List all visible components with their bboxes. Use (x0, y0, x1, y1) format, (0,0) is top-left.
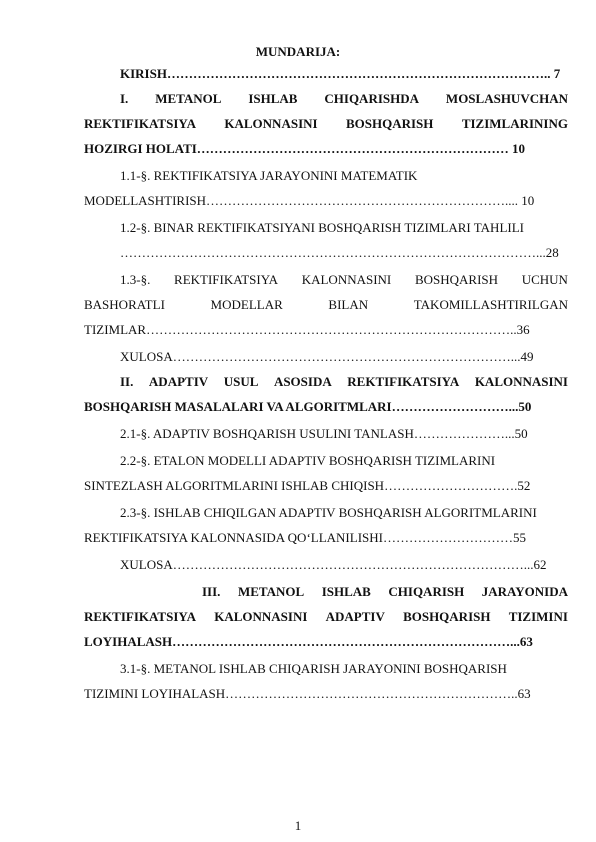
toc-section-2-2-line-2: SINTEZLASH ALGORITMLARINI ISHLAB CHIQISH………………………….52 (84, 478, 531, 493)
toc-section-3-1-line-1: 3.1-§. METANOL ISHLAB CHIQARISH JARAYONINI BOSHQARISH (120, 661, 507, 676)
toc-title: MUNDARIJA: (255, 44, 341, 59)
toc-section-2-3-line-1: 2.3-§. ISHLAB CHIQILGAN ADAPTIV BOSHQARISH ALGORITMLARINI (120, 505, 537, 520)
toc-chapter-1-line-3: HOZIRGI HOLATI……………………………………………………………… 10 (84, 141, 526, 156)
toc-section-1-2-line-2: ……………………………………………………………………………………...28 (120, 245, 559, 260)
toc-xulosa-2: XULOSA………………………………………………………………………...62 (120, 557, 547, 572)
toc-section-1-1-line-2: MODELLASHTIRISH…………………………………………………………….... 10 (84, 193, 535, 208)
toc-section-1-1-line-1: 1.1-§. REKTIFIKATSIYA JARAYONINI MATEMATIK (120, 168, 418, 183)
toc-chapter-3-line-1: III. METANOL ISHLAB CHIQARISH JARAYONIDA (202, 584, 568, 599)
toc-entry-kirish: KIRISH…………………………………………………………………………….. 7 (120, 66, 561, 81)
toc-chapter-1-line-2: REKTIFIKATSIYA KALONNASINI BOSHQARISH TIZIMLARINING (84, 116, 568, 131)
toc-chapter-2-line-2: BOSHQARISH MASALALARI VA ALGORITMLARI………………………...50 (84, 399, 532, 414)
page-number: 1 (294, 818, 302, 833)
toc-section-2-2-line-1: 2.2-§. ETALON MODELLI ADAPTIV BOSHQARISH TIZIMLARINI (120, 453, 496, 468)
toc-section-2-3-line-2: REKTIFIKATSIYA KALONNASIDA QO‘LLANILISHI…………………………55 (84, 530, 526, 545)
toc-section-2-1: 2.1-§. ADAPTIV BOSHQARISH USULINI TANLASH…………………...50 (120, 426, 528, 441)
toc-section-1-2-line-1: 1.2-§. BINAR REKTIFIKATSIYANI BOSHQARISH TIZIMLARI TAHLILI (120, 220, 524, 235)
toc-chapter-2-line-1: II. ADAPTIV USUL ASOSIDA REKTIFIKATSIYA KALONNASINI (120, 374, 568, 389)
toc-chapter-3-line-2: REKTIFIKATSIYA KALONNASINI ADAPTIV BOSHQARISH TIZIMINI (84, 609, 568, 624)
toc-section-1-3-line-3: TIZIMLAR…………………………………………………………………………..36 (84, 322, 530, 337)
toc-section-3-1-line-2: TIZIMINI LOYIHALASH…………………………………………………………..63 (84, 686, 531, 701)
toc-xulosa-1: XULOSA……………………………………………………………………...49 (120, 349, 534, 364)
toc-section-1-3-line-2: BASHORATLI MODELLAR BILAN TAKOMILLASHTIRILGAN (84, 297, 568, 312)
toc-section-1-3-line-1: 1.3-§. REKTIFIKATSIYA KALONNASINI BOSHQARISH UCHUN (120, 272, 568, 287)
toc-chapter-3-line-3: LOYIHALASH……………………………………………………………………...63 (84, 634, 533, 649)
toc-chapter-1-line-1: I. METANOL ISHLAB CHIQARISHDA MOSLASHUVCHAN (120, 91, 568, 106)
